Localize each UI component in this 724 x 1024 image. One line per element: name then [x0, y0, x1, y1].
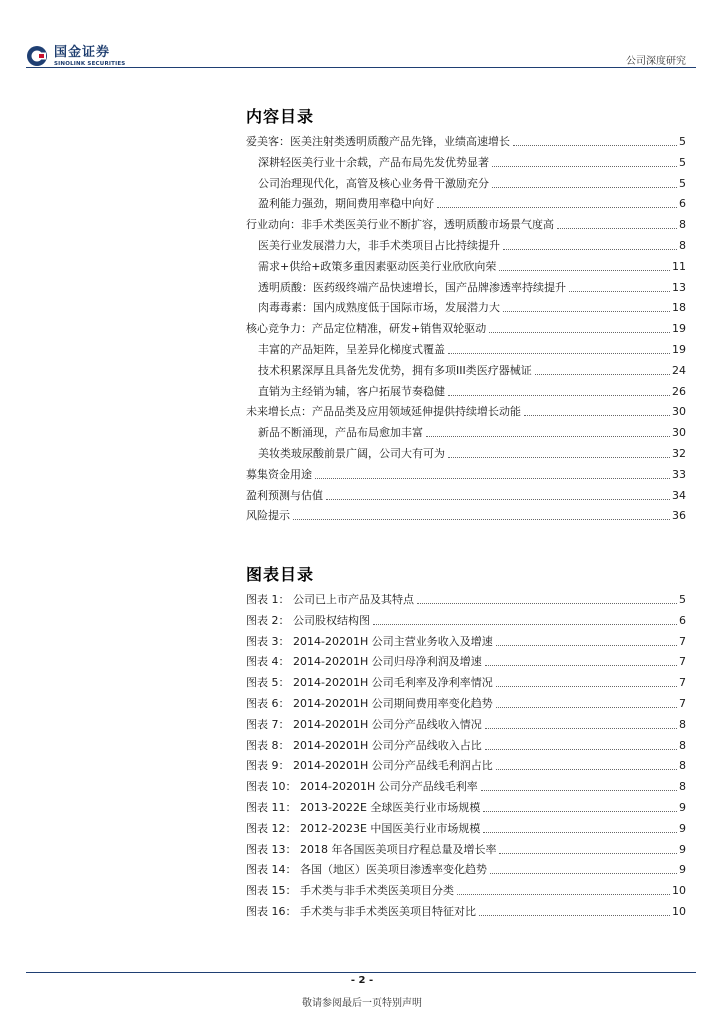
entry-page: 8 [679, 717, 686, 731]
toc-entry[interactable] [246, 318, 686, 336]
entry-page: 34 [672, 488, 686, 502]
entry-page: 7 [679, 634, 686, 648]
toc-entry[interactable] [246, 485, 686, 503]
leader-dots [524, 414, 670, 416]
entry-page: 8 [679, 759, 686, 773]
entry-title: 图表 3： 2014-20201H 公司主营业务收入及增速 [246, 634, 493, 648]
figure-entry[interactable] [246, 589, 686, 607]
leader-dots [503, 310, 670, 312]
entry-title: 图表 4： 2014-20201H 公司归母净利润及增速 [246, 655, 482, 669]
disclaimer: 敬请参阅最后一页特别声明 [302, 998, 422, 1009]
header-divider [26, 67, 696, 68]
entry-title: 需求+供给+政策多重因素驱动医美行业欣欣向荣 [258, 259, 497, 273]
entry-page: 11 [672, 259, 686, 273]
leader-dots [513, 144, 677, 146]
entry-title: 直销为主经销为辅，客户拓展节奏稳健 [258, 384, 445, 398]
entry-title: 风险提示 [246, 509, 290, 523]
footer-divider [26, 972, 696, 973]
entry-page: 30 [672, 426, 686, 440]
leader-dots [481, 789, 677, 791]
figure-entry[interactable] [246, 859, 686, 877]
figure-entry[interactable] [246, 631, 686, 649]
entry-page: 30 [672, 405, 686, 419]
entry-page: 9 [679, 863, 686, 877]
entry-page: 24 [672, 363, 686, 377]
toc-entry[interactable] [246, 193, 686, 211]
leader-dots [448, 394, 670, 396]
entry-title: 医美行业发展潜力大，非手术类项目占比持续提升 [258, 239, 500, 252]
figure-list-title: 图表目录 [246, 565, 315, 584]
logo-name-cn: 国金证券 [54, 44, 111, 60]
leader-dots [489, 331, 670, 333]
toc-entry[interactable] [246, 131, 686, 149]
figure-entry[interactable] [246, 651, 686, 669]
entry-title: 图表 12： 2012-2023E 中国医美行业市场规模 [246, 821, 481, 835]
toc-title: 内容目录 [246, 107, 315, 126]
entry-title: 行业动向：非手术类医美行业不断扩容，透明质酸市场景气度高 [246, 218, 554, 232]
entry-page: 7 [679, 697, 686, 710]
entry-title: 公司治理现代化，高管及核心业务骨干激励充分 [258, 176, 489, 190]
entry-title: 图表 11： 2013-2022E 全球医美行业市场规模 [246, 801, 481, 814]
leader-dots [503, 248, 677, 250]
entry-page: 8 [679, 218, 686, 232]
entry-title: 新品不断涌现，产品布局愈加丰富 [258, 426, 423, 440]
leader-dots [490, 872, 677, 874]
entry-title: 图表 5： 2014-20201H 公司毛利率及净利率情况 [246, 676, 493, 690]
entry-title: 爱美客：医美注射类透明质酸产品先锋，业绩高速增长 [246, 135, 510, 148]
figure-entry[interactable] [246, 797, 686, 815]
page-number: - 2 - [350, 975, 374, 986]
toc-entry[interactable] [246, 505, 686, 523]
leader-dots [569, 290, 670, 292]
leader-dots [293, 518, 670, 520]
leader-dots [485, 727, 677, 729]
toc-entry[interactable] [246, 173, 686, 191]
leader-dots [483, 810, 677, 812]
entry-page: 6 [679, 197, 686, 211]
entry-page: 13 [672, 280, 686, 294]
entry-title: 肉毒毒素：国内成熟度低于国际市场，发展潜力大 [258, 301, 500, 315]
leader-dots [457, 893, 670, 895]
entry-title: 图表 8： 2014-20201H 公司分产品线收入占比 [246, 738, 482, 752]
entry-title: 图表 15： 手术类与非手术类医美项目分类 [246, 884, 454, 898]
entry-title: 图表 13： 2018 年各国医美项目疗程总量及增长率 [246, 842, 497, 856]
leader-dots [373, 623, 677, 625]
entry-page: 9 [679, 842, 686, 856]
leader-dots [485, 748, 677, 750]
entry-title: 透明质酸：医药级终端产品快速增长，国产品牌渗透率持续提升 [258, 280, 566, 294]
leader-dots [535, 373, 670, 375]
entry-page: 7 [679, 655, 686, 669]
entry-title: 图表 16： 手术类与非手术类医美项目特征对比 [246, 905, 476, 918]
leader-dots [437, 206, 677, 208]
toc-entry[interactable] [246, 214, 686, 232]
entry-page: 5 [679, 176, 686, 190]
leader-dots [496, 644, 677, 646]
figure-entry[interactable] [246, 714, 686, 732]
entry-page: 26 [672, 384, 686, 398]
entry-title: 图表 6： 2014-20201H 公司期间费用率变化趋势 [246, 697, 493, 710]
report-type: 公司深度研究 [626, 56, 686, 67]
leader-dots [496, 685, 677, 687]
leader-dots [492, 165, 677, 167]
entry-title: 图表 10： 2014-20201H 公司分产品线毛利率 [246, 780, 478, 794]
entry-page: 9 [679, 821, 686, 835]
entry-title: 美妆类玻尿酸前景广阔，公司大有可为 [258, 447, 445, 460]
entry-title: 图表 9： 2014-20201H 公司分产品线毛利润占比 [246, 759, 493, 773]
figure-entry[interactable] [246, 776, 686, 794]
entry-title: 丰富的产品矩阵，呈差异化梯度式覆盖 [258, 343, 445, 356]
entry-page: 5 [679, 135, 686, 148]
entry-page: 8 [679, 738, 686, 752]
toc-entry[interactable] [246, 360, 686, 378]
entry-page: 7 [679, 676, 686, 690]
sinolink-logo-icon [26, 45, 48, 67]
entry-page: 33 [672, 467, 686, 481]
figure-entry[interactable] [246, 610, 686, 628]
leader-dots [426, 435, 670, 437]
logo-name-en: SINOLINK SECURITIES [54, 60, 126, 67]
entry-page: 18 [672, 301, 686, 315]
leader-dots [448, 456, 670, 458]
toc-entry[interactable] [246, 443, 686, 461]
figure-entry[interactable] [246, 901, 686, 919]
toc-entry[interactable] [246, 256, 686, 274]
leader-dots [448, 352, 670, 354]
entry-title: 图表 2： 公司股权结构图 [246, 613, 370, 627]
entry-title: 技术积累深厚且具备先发优势，拥有多项III类医疗器械证 [258, 363, 532, 377]
entry-page: 8 [679, 780, 686, 794]
entry-title: 图表 14： 各国（地区）医美项目渗透率变化趋势 [246, 863, 487, 877]
leader-dots [557, 227, 677, 229]
entry-title: 盈利预测与估值 [246, 488, 323, 502]
leader-dots [417, 602, 677, 604]
entry-page: 9 [679, 801, 686, 814]
toc-entry[interactable] [246, 297, 686, 315]
toc-entry[interactable] [246, 401, 686, 419]
entry-page: 32 [672, 447, 686, 460]
entry-title: 未来增长点：产品品类及应用领域延伸提供持续增长动能 [246, 405, 521, 419]
entry-page: 10 [672, 905, 686, 918]
leader-dots [315, 477, 670, 479]
entry-title: 募集资金用途 [246, 467, 312, 481]
toc-entry[interactable] [246, 152, 686, 170]
toc-entry[interactable] [246, 277, 686, 295]
leader-dots [483, 831, 677, 833]
figure-entry[interactable] [246, 735, 686, 753]
leader-dots [499, 269, 670, 271]
toc-entry[interactable] [246, 339, 686, 357]
leader-dots [496, 768, 677, 770]
toc-entry[interactable] [246, 381, 686, 399]
figure-entry[interactable] [246, 693, 686, 711]
entry-page: 19 [672, 343, 686, 356]
figure-entry[interactable] [246, 839, 686, 857]
page-header [0, 0, 724, 72]
entry-title: 图表 7： 2014-20201H 公司分产品线收入情况 [246, 717, 482, 731]
entry-page: 19 [672, 322, 686, 336]
toc-entry[interactable] [246, 422, 686, 440]
entry-title: 核心竞争力：产品定位精准，研发+销售双轮驱动 [246, 322, 487, 336]
figure-entry[interactable] [246, 818, 686, 836]
leader-dots [496, 706, 677, 708]
entry-page: 5 [679, 155, 686, 169]
entry-page: 36 [672, 509, 686, 523]
entry-page: 10 [672, 884, 686, 898]
entry-page: 6 [679, 613, 686, 627]
entry-title: 深耕轻医美行业十余载，产品布局先发优势显著 [258, 155, 489, 169]
entry-page: 8 [679, 239, 686, 252]
leader-dots [479, 914, 670, 916]
figure-entry[interactable] [246, 755, 686, 773]
leader-dots [499, 852, 677, 854]
figure-entry[interactable] [246, 880, 686, 898]
leader-dots [492, 186, 677, 188]
entry-title: 盈利能力强劲，期间费用率稳中向好 [258, 197, 434, 211]
figure-entry[interactable] [246, 672, 686, 690]
leader-dots [326, 498, 670, 500]
toc-entry[interactable] [246, 464, 686, 482]
leader-dots [485, 664, 677, 666]
toc-entry[interactable] [246, 235, 686, 253]
entry-title: 图表 1： 公司已上市产品及其特点 [246, 593, 414, 606]
entry-page: 5 [679, 593, 686, 606]
